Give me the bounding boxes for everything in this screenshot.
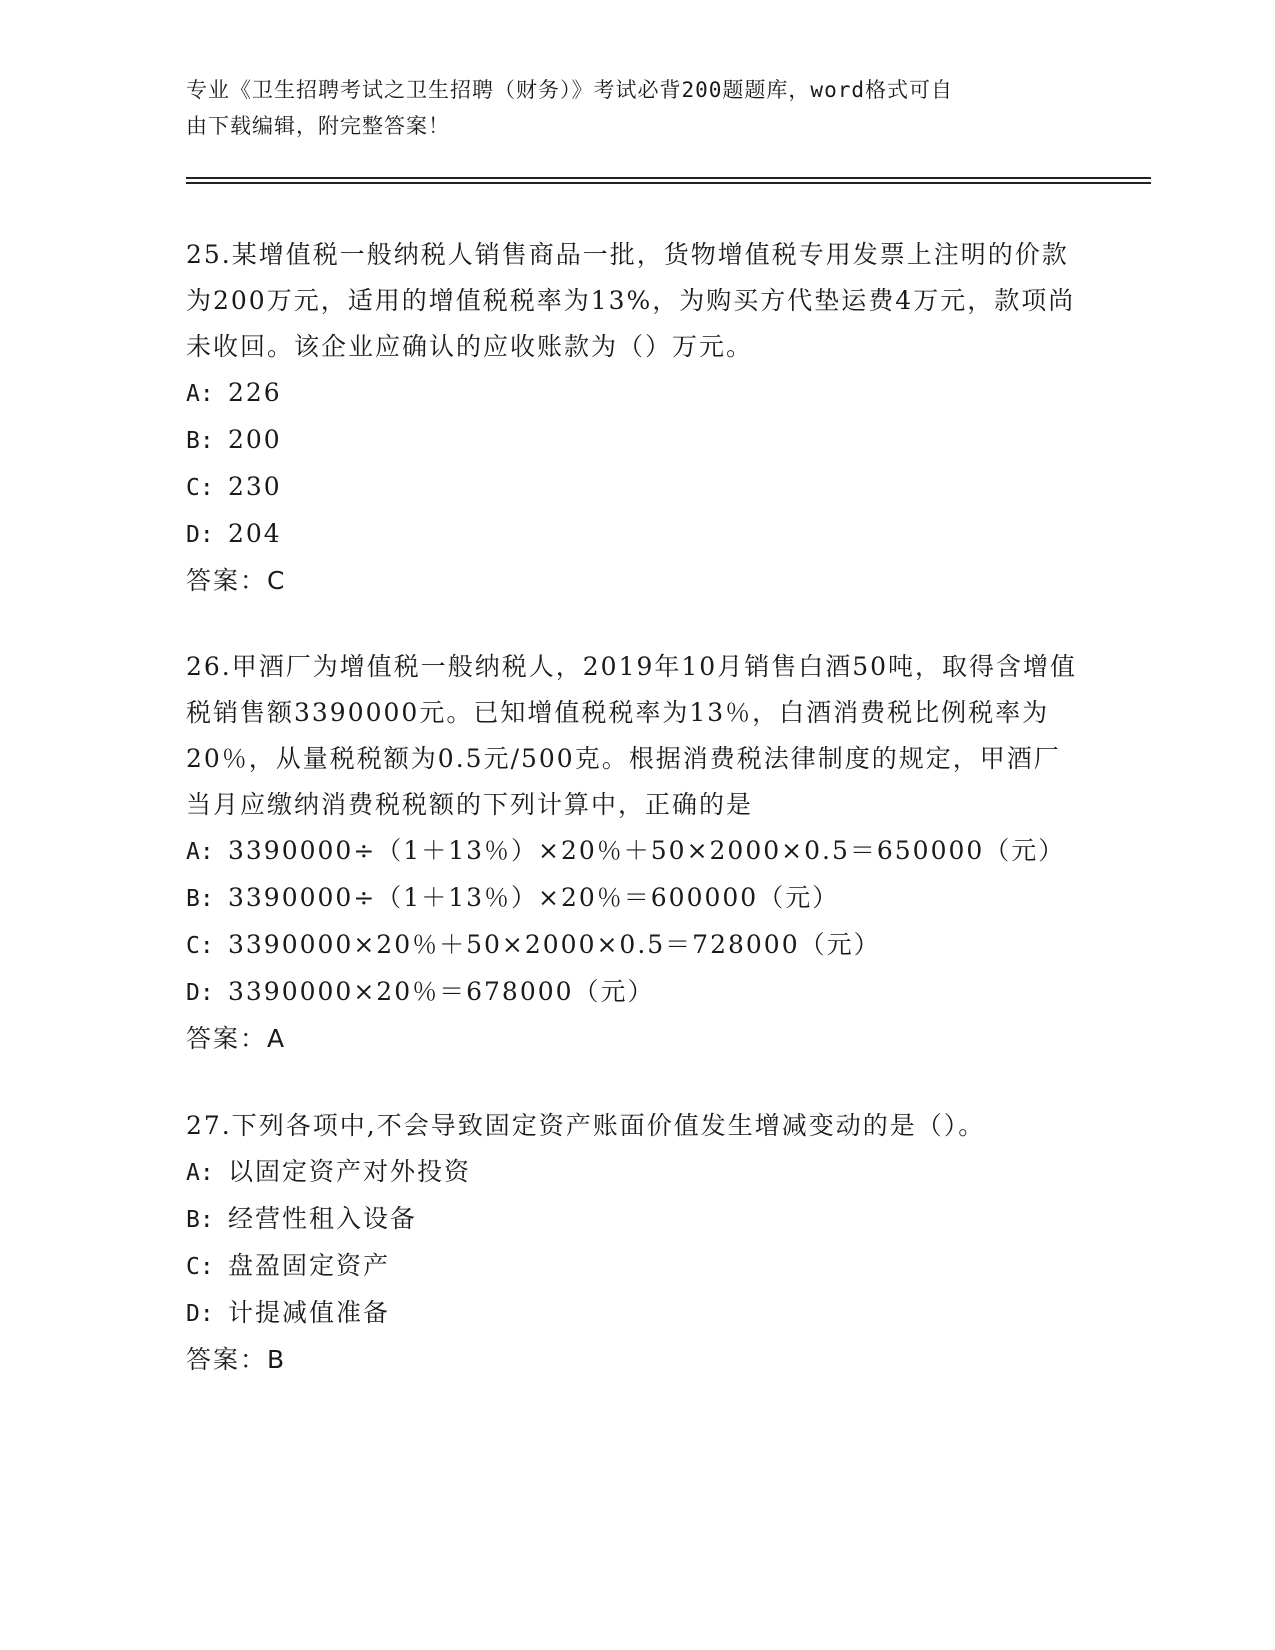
option-a <box>186 370 1086 417</box>
document-header <box>186 72 1066 144</box>
option-b <box>186 1196 1086 1243</box>
question-25 <box>186 232 1086 604</box>
option-c <box>186 464 1086 511</box>
option-b <box>186 417 1086 464</box>
question-stem: 25.某增值税一般纳税人销售商品一批，货物增值税专用发票上注明的价款为200万元，适用的增值税税率为13%，为购买方代垫运费4万元，款项尚未收回。该企业应确认的应收账款为（）万元。 <box>186 240 1076 361</box>
option-text: 以固定资产对外投资 <box>228 1157 472 1186</box>
question-26 <box>186 644 1086 1062</box>
option-text: 盘盈固定资产 <box>228 1251 391 1280</box>
option-text: 226 <box>228 378 282 407</box>
option-text: 3390000×20％＋50×2000×0.5＝728000（元） <box>228 930 881 959</box>
option-text: 3390000×20％＝678000（元） <box>228 977 655 1006</box>
option-key: D: <box>186 980 214 1006</box>
option-c <box>186 1243 1086 1290</box>
answer-line: 答案：B <box>186 1345 287 1374</box>
option-c <box>186 922 1086 969</box>
option-text: 200 <box>228 425 282 454</box>
option-b <box>186 875 1086 922</box>
option-key: C: <box>186 475 214 501</box>
option-a <box>186 828 1086 875</box>
answer-line: 答案：A <box>186 1024 287 1053</box>
option-a <box>186 1149 1086 1196</box>
option-text: 3390000÷（1＋13％）×20％＝600000（元） <box>228 883 840 912</box>
header-divider-top <box>186 177 1151 179</box>
option-key: C: <box>186 1254 214 1280</box>
option-text: 204 <box>228 519 282 548</box>
question-27 <box>186 1103 1086 1383</box>
option-d <box>186 511 1086 558</box>
option-text: 计提减值准备 <box>228 1298 391 1327</box>
header-line-2: 由下载编辑，附完整答案！ <box>186 114 450 138</box>
option-key: B: <box>186 886 214 912</box>
option-key: D: <box>186 522 214 548</box>
option-d <box>186 969 1086 1016</box>
option-key: C: <box>186 933 214 959</box>
option-key: A: <box>186 381 214 407</box>
option-key: B: <box>186 1207 214 1233</box>
question-stem: 26.甲酒厂为增值税一般纳税人，2019年10月销售白酒50吨，取得含增值税销售额3390000元。已知增值税税率为13％，白酒消费税比例税率为20％，从量税税额为0.5元/500克。根据消费税法律制度的规定，甲酒厂当月应缴纳消费税税额的下列计算中，正确的是 <box>186 652 1078 819</box>
option-key: D: <box>186 1301 214 1327</box>
option-key: A: <box>186 839 214 865</box>
header-divider-bottom <box>186 182 1151 184</box>
option-text: 230 <box>228 472 282 501</box>
question-stem: 27.下列各项中,不会导致固定资产账面价值发生增减变动的是（）。 <box>186 1111 986 1140</box>
header-line-1: 专业《卫生招聘考试之卫生招聘（财务）》考试必背200题题库，word格式可自 <box>186 78 953 102</box>
answer-line: 答案：C <box>186 566 287 595</box>
option-key: B: <box>186 428 214 454</box>
option-text: 3390000÷（1＋13％）×20％＋50×2000×0.5＝650000（元） <box>228 836 1066 865</box>
option-d <box>186 1290 1086 1337</box>
option-text: 经营性租入设备 <box>228 1204 418 1233</box>
option-key: A: <box>186 1160 214 1186</box>
